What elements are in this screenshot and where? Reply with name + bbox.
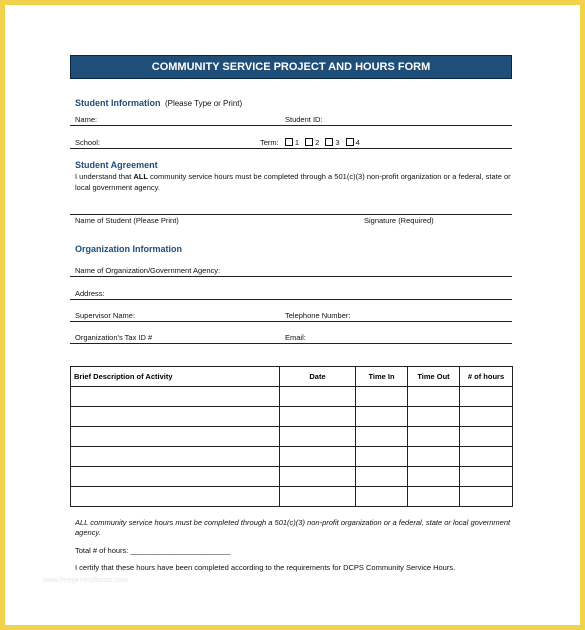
- agreement-text: [75, 171, 511, 193]
- col-header-description: Brief Description of Activity: [71, 367, 280, 387]
- table-row: [71, 467, 513, 487]
- time-in-cell[interactable]: [356, 447, 408, 467]
- tax-id-label: Organization's Tax ID #: [75, 333, 153, 342]
- term-3-checkbox[interactable]: [325, 138, 333, 146]
- hours-cell[interactable]: [460, 407, 513, 427]
- term-row: [260, 138, 360, 147]
- student-name-label: Name of Student (Please Print): [75, 216, 179, 225]
- term-4-label: 4: [355, 138, 360, 147]
- term-4-checkbox[interactable]: [346, 138, 354, 146]
- date-cell[interactable]: [280, 467, 356, 487]
- hours-cell[interactable]: [460, 447, 513, 467]
- signature-label: Signature (Required): [364, 216, 434, 225]
- time-in-cell[interactable]: [356, 387, 408, 407]
- hours-cell[interactable]: [460, 387, 513, 407]
- time-in-cell[interactable]: [356, 407, 408, 427]
- hours-cell[interactable]: [460, 427, 513, 447]
- time-out-cell[interactable]: [408, 467, 460, 487]
- student-id-label: Student ID:: [285, 115, 323, 124]
- form-page: [5, 5, 580, 625]
- supervisor-field-line[interactable]: [70, 321, 512, 322]
- description-cell[interactable]: [71, 487, 280, 507]
- name-label: Name:: [75, 115, 98, 124]
- time-in-cell[interactable]: [356, 467, 408, 487]
- student-info-heading-row: [75, 93, 242, 111]
- time-out-cell[interactable]: [408, 447, 460, 467]
- activity-table: [70, 366, 513, 507]
- tax-id-field-line[interactable]: [70, 343, 512, 344]
- agreement-text-end: community service hours must be completed through a 501(c)(3) non-profit organization or a federal, state or local government agency.: [75, 172, 511, 192]
- school-label: School:: [75, 138, 101, 147]
- student-signature-line[interactable]: [70, 214, 512, 215]
- table-row: [71, 487, 513, 507]
- total-hours-row: [75, 546, 231, 555]
- total-hours-field[interactable]: ________________________: [130, 546, 231, 555]
- term-label: Term:: [260, 138, 279, 147]
- agreement-text-start: I understand that: [75, 172, 134, 181]
- table-row: [71, 427, 513, 447]
- term-2-checkbox[interactable]: [305, 138, 313, 146]
- student-info-subheading: (Please Type or Print): [164, 99, 243, 108]
- term-1-label: 1: [294, 138, 300, 147]
- term-2-label: 2: [315, 138, 320, 147]
- date-cell[interactable]: [280, 487, 356, 507]
- name-field-line[interactable]: [70, 125, 512, 126]
- table-row: [71, 407, 513, 427]
- agreement-heading: Student Agreement: [75, 160, 158, 170]
- time-out-cell[interactable]: [408, 487, 460, 507]
- address-field-line[interactable]: [70, 299, 512, 300]
- address-label: Address:: [75, 289, 105, 298]
- time-out-cell[interactable]: [408, 427, 460, 447]
- description-cell[interactable]: [71, 467, 280, 487]
- certify-text: I certify that these hours have been completed according to the requirements for DCPS Community Service Hours.: [75, 563, 456, 572]
- table-row: [71, 447, 513, 467]
- watermark: www.freegeneralforms.com: [43, 577, 128, 584]
- date-cell[interactable]: [280, 407, 356, 427]
- table-header-row: [71, 367, 513, 387]
- email-label: Email:: [285, 333, 306, 342]
- school-field-line[interactable]: [70, 148, 512, 149]
- form-title: COMMUNITY SERVICE PROJECT AND HOURS FORM: [70, 55, 512, 79]
- date-cell[interactable]: [280, 427, 356, 447]
- date-cell[interactable]: [280, 387, 356, 407]
- organization-heading: Organization Information: [75, 244, 182, 254]
- description-cell[interactable]: [71, 407, 280, 427]
- description-cell[interactable]: [71, 447, 280, 467]
- time-out-cell[interactable]: [408, 407, 460, 427]
- col-header-time-in: Time In: [356, 367, 408, 387]
- description-cell[interactable]: [71, 387, 280, 407]
- hours-cell[interactable]: [460, 487, 513, 507]
- term-1-checkbox[interactable]: [285, 138, 293, 146]
- supervisor-label: Supervisor Name:: [75, 311, 136, 320]
- org-name-field-line[interactable]: [70, 276, 512, 277]
- term-3-label: 3: [335, 138, 340, 147]
- student-info-heading: Student Information: [75, 98, 161, 108]
- hours-cell[interactable]: [460, 467, 513, 487]
- time-in-cell[interactable]: [356, 487, 408, 507]
- time-out-cell[interactable]: [408, 387, 460, 407]
- col-header-date: Date: [280, 367, 356, 387]
- agreement-text-bold: ALL: [133, 172, 148, 181]
- total-hours-label: Total # of hours:: [75, 546, 129, 555]
- col-header-hours: # of hours: [460, 367, 513, 387]
- footnote: ALL community service hours must be completed through a 501(c)(3) non-profit organization or a federal, state or local government agency.: [75, 518, 511, 537]
- telephone-label: Telephone Number:: [285, 311, 351, 320]
- col-header-time-out: Time Out: [408, 367, 460, 387]
- date-cell[interactable]: [280, 447, 356, 467]
- description-cell[interactable]: [71, 427, 280, 447]
- org-name-label: Name of Organization/Government Agency:: [75, 266, 221, 275]
- time-in-cell[interactable]: [356, 427, 408, 447]
- table-row: [71, 387, 513, 407]
